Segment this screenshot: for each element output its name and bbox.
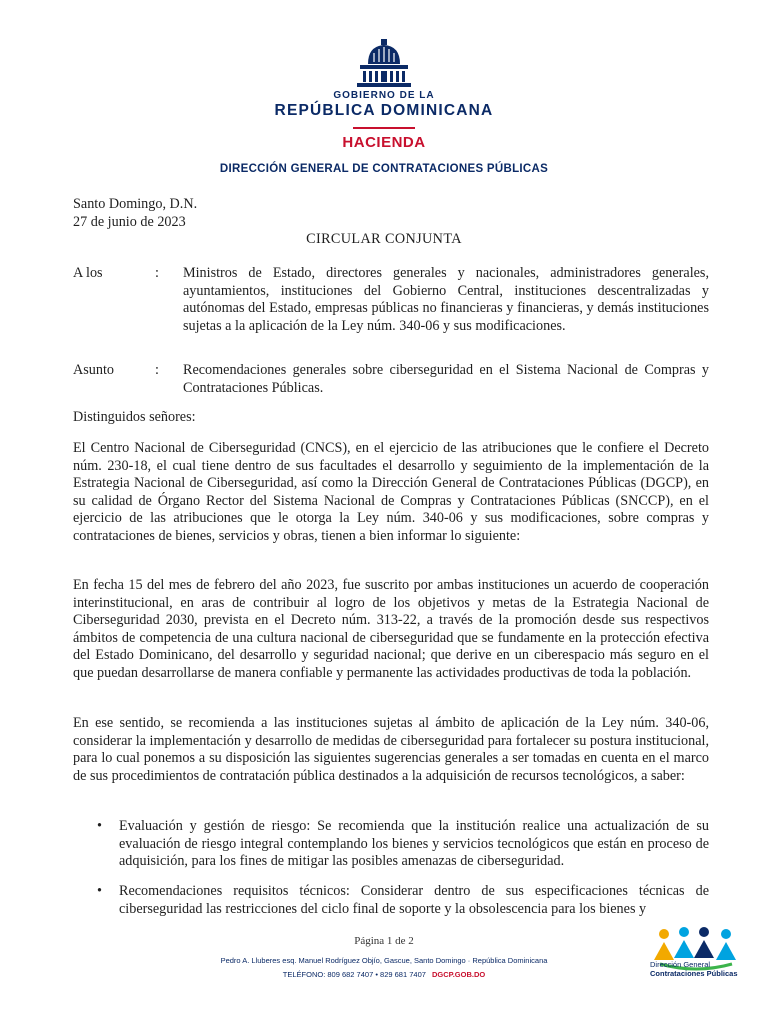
government-label: GOBIERNO DE LA <box>333 90 435 101</box>
subject-colon: : <box>155 362 159 378</box>
header-divider <box>353 127 415 129</box>
logo-line-1: Dirección General <box>650 960 711 969</box>
subject-text: Recomendaciones generales sobre ciberseguridad en el Sistema Nacional de Compras y Contrataciones Públicas. <box>183 362 709 396</box>
addressee-text: Ministros de Estado, directores generales y nacionales, administradores generales, ayuntamientos, instituciones del Gobierno Central, instituciones descentralizadas y autónomas del Estado, empresas públicas no financieras y financieras, y demás instituciones sujetas a la aplicación de la Ley núm. 340-06 y sus modificaciones. <box>183 265 709 334</box>
directorate-name: DIRECCIÓN GENERAL DE CONTRATACIONES PÚBLICAS <box>219 163 549 175</box>
bullet-marker: • <box>97 818 102 834</box>
bullet-text: Recomendaciones requisitos técnicos: Considerar dentro de sus especificaciones técnicas de ciberseguridad las restricciones del ciclo final de soporte y la obsolescencia para los bienes y <box>119 883 709 917</box>
place-date-block <box>73 196 709 231</box>
bullet-list-continued <box>73 883 709 918</box>
greeting: Distinguidos señores: <box>73 409 196 425</box>
footer-website-link[interactable]: DGCP.GOB.DO <box>432 970 486 979</box>
bullet-text: Evaluación y gestión de riesgo: Se recomienda que la institución realice una actualización de su evaluación de riesgo integral contemplando los bienes y servicios tecnológicos que están en proceso de adquisición, para los fines de mitigar las posibles amenazas de ciberseguridad. <box>119 818 709 869</box>
paragraph-1: El Centro Nacional de Ciberseguridad (CNCS), en el ejercicio de las atribuciones que le confiere el Decreto núm. 230-18, el cual tiene dentro de sus facultades el desarrollo y seguimiento de la implementación de la Estrategia Nacional de Ciberseguridad, así como la Dirección General de Contrataciones Públicas (DGCP), en su calidad de Órgano Rector del Sistema Nacional de Compras y Contrataciones Públicas (SNCCP), en el ejercicio de las atribuciones que le otorga la Ley núm. 340-06 y sus modificaciones, sobre compras y contrataciones de bienes, servicios y obras, tienen a bien informar lo siguiente: <box>73 440 709 544</box>
logo-line-2: Contrataciones Públicas <box>650 969 738 978</box>
footer-phone: TELÉFONO: 809 682 7407 • 829 681 7407 <box>282 970 426 979</box>
page-number: Página 1 de 2 <box>354 935 414 947</box>
national-palace-seal-icon <box>354 38 414 90</box>
list-item <box>73 883 709 918</box>
ministry-name: HACIENDA <box>342 134 426 151</box>
addressee-label: A los <box>73 265 103 281</box>
document-title: CIRCULAR CONJUNTA <box>306 231 462 247</box>
country-name: REPÚBLICA DOMINICANA <box>274 102 494 119</box>
list-item <box>73 818 709 871</box>
subject-label: Asunto <box>73 362 114 378</box>
dgcp-logo-icon <box>650 910 742 990</box>
date: 27 de junio de 2023 <box>73 213 186 230</box>
bullet-list <box>73 818 709 871</box>
letterhead <box>0 38 768 175</box>
place: Santo Domingo, D.N. <box>73 196 198 212</box>
bullet-marker: • <box>97 883 102 899</box>
paragraph-3: En ese sentido, se recomienda a las instituciones sujetas al ámbito de aplicación de la Ley núm. 340-06, considerar la implementación y desarrollo de medidas de ciberseguridad para fortalecer su postura institucional, para lo cual ponemos a su disposición las siguientes sugerencias generales a ser tomadas en cuenta en el marco de sus procedimientos de contratación pública destinados a la adquisición de recursos tecnológicos, a saber: <box>73 715 709 784</box>
footer-address: Pedro A. Lluberes esq. Manuel Rodríguez Objío, Gascue, Santo Domingo · República Dominicana <box>220 956 548 965</box>
addressee-colon: : <box>155 265 159 281</box>
paragraph-2: En fecha 15 del mes de febrero del año 2023, fue suscrito por ambas instituciones un acuerdo de cooperación interinstitucional, en aras de contribuir al logro de los objetivos y metas de la Estrategia Nacional de Ciberseguridad 2030, prevista en el Decreto núm. 313-22, a través de la promoción desde sus respectivos ámbitos de competencia de una cultura nacional de ciberseguridad que se fundamente en la protección efectiva del Estado Dominicano, del desarrollo y seguridad nacional; que derive en un ciberespacio más seguro en el que puedan desarrollarse de manera confiable y permanente las actividades productivas de toda la población. <box>73 577 709 681</box>
dgcp-logo-caption <box>650 960 760 978</box>
